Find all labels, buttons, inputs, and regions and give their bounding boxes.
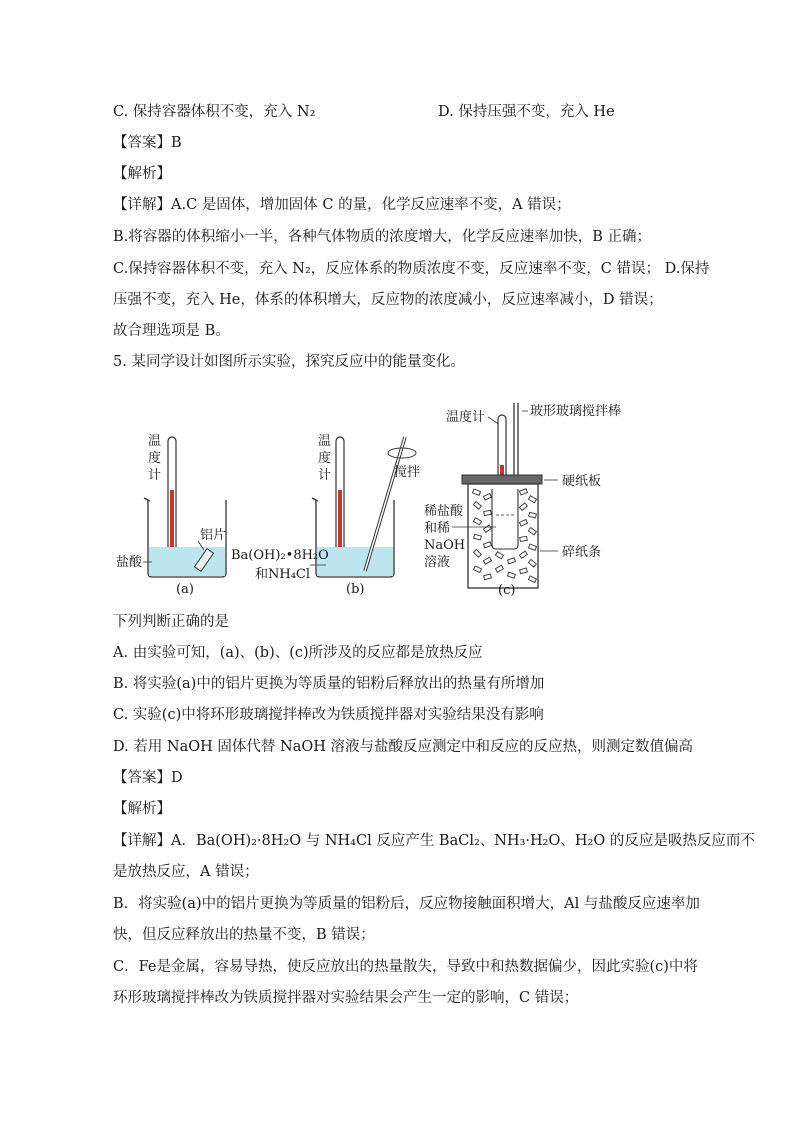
- thermometer-label-a: 温: [148, 434, 162, 449]
- answer-line: [113, 768, 183, 788]
- option-b: B. 将实验(a)中的铝片更换为等质量的铝粉后释放出的热量有所增加: [113, 676, 545, 692]
- experiment-figure: [110, 395, 710, 605]
- detail-line: 故合理选项是 B。: [113, 323, 230, 339]
- detail-line: 是放热反应，A 错误；: [113, 864, 259, 880]
- apparatus-c: [424, 403, 621, 598]
- acid-label: 盐酸: [116, 555, 143, 570]
- thermometer-label-b: 温: [318, 434, 332, 449]
- shredded-paper-label: 碎纸条: [562, 545, 602, 560]
- option-d: D. 若用 NaOH 固体代替 NaOH 溶液与盐酸反应测定中和反应的反应热，则测定数值偏高: [113, 739, 693, 755]
- option-c: C. 实验(c)中将环形玻璃搅拌棒改为铁质搅拌器对实验结果没有影响: [113, 707, 544, 723]
- reagent-label-2: 和NH₄Cl: [255, 567, 311, 582]
- answer-line: [113, 133, 182, 153]
- detail-line: 【详解】A.C 是固体，增加固体 C 的量，化学反应速率不变，A 错误；: [113, 197, 571, 213]
- answer-label: 【答案】: [113, 135, 171, 151]
- al-sheet-label: 铝片: [200, 528, 227, 543]
- solution-label-4: 溶液: [424, 555, 451, 570]
- stir-label: 搅拌: [394, 465, 421, 480]
- thermometer-label-c: 温度计: [446, 410, 486, 425]
- detail-line: 快，但反应释放出的热量不变，B 错误；: [113, 927, 375, 943]
- detail-line: C.保持容器体积不变，充入 N₂，反应体系的物质浓度不变，反应速率不变，C 错误； D.保持: [113, 261, 710, 277]
- answer-value: D: [171, 770, 183, 786]
- option-c: C. 保持容器体积不变，充入 N₂: [113, 104, 316, 120]
- rod-label: 玻形玻璃搅拌棒: [530, 404, 622, 419]
- detail-line: B.将容器的体积缩小一半，各种气体物质的浓度增大，化学反应速率加快，B 正确；: [113, 229, 652, 245]
- detail-line: 压强不变，充入 He，体系的体积增大，反应物的浓度减小，反应速率减小，D 错误；: [113, 292, 663, 308]
- detail-line: B．将实验(a)中的铝片更换为等质量的铝粉后，反应物接触面积增大，Al 与盐酸反应速率加: [113, 896, 700, 912]
- caption-b: (b): [346, 582, 365, 597]
- solution-label-3: NaOH: [424, 538, 466, 553]
- question-prompt: 下列判断正确的是: [113, 614, 229, 630]
- solution-label-2: 和稀: [424, 521, 451, 536]
- question-stem: 5. 某同学设计如图所示实验，探究反应中的能量变化。: [113, 354, 465, 370]
- analysis-label: 【解析】: [113, 801, 171, 817]
- answer-value: B: [171, 135, 182, 151]
- analysis-label: 【解析】: [113, 166, 171, 182]
- detail-line: C．Fe是金属，容易导热，使反应放出的热量散失，导致中和热数据偏少，因此实验(c)中将: [113, 959, 698, 975]
- board-label: 硬纸板: [562, 474, 602, 489]
- apparatus-a: [116, 434, 226, 597]
- solution-label-1: 稀盐酸: [424, 504, 464, 519]
- detail-line: 【详解】A．Ba(OH)₂·8H₂O 与 NH₄Cl 反应产生 BaCl₂、NH₃·H₂O、H₂O 的反应是吸热反应而不: [113, 833, 755, 849]
- thermometer-label-b: 计: [318, 468, 332, 483]
- apparatus-b: [231, 434, 420, 597]
- option-a: A. 由实验可知，(a)、(b)、(c)所涉及的反应都是放热反应: [113, 645, 483, 661]
- reagent-label-1: Ba(OH)₂•8H₂O: [231, 548, 329, 563]
- detail-line: 环形玻璃搅拌棒改为铁质搅拌器对实验结果会产生一定的影响，C 错误；: [113, 990, 579, 1006]
- thermometer-label-b: 度: [318, 451, 332, 466]
- caption-a: (a): [176, 582, 194, 597]
- thermometer-label-a: 度: [148, 451, 162, 466]
- thermometer-label-a: 计: [148, 468, 162, 483]
- answer-label: 【答案】: [113, 770, 171, 786]
- caption-c: (c): [498, 583, 516, 598]
- option-d: D. 保持压强不变，充入 He: [438, 104, 615, 120]
